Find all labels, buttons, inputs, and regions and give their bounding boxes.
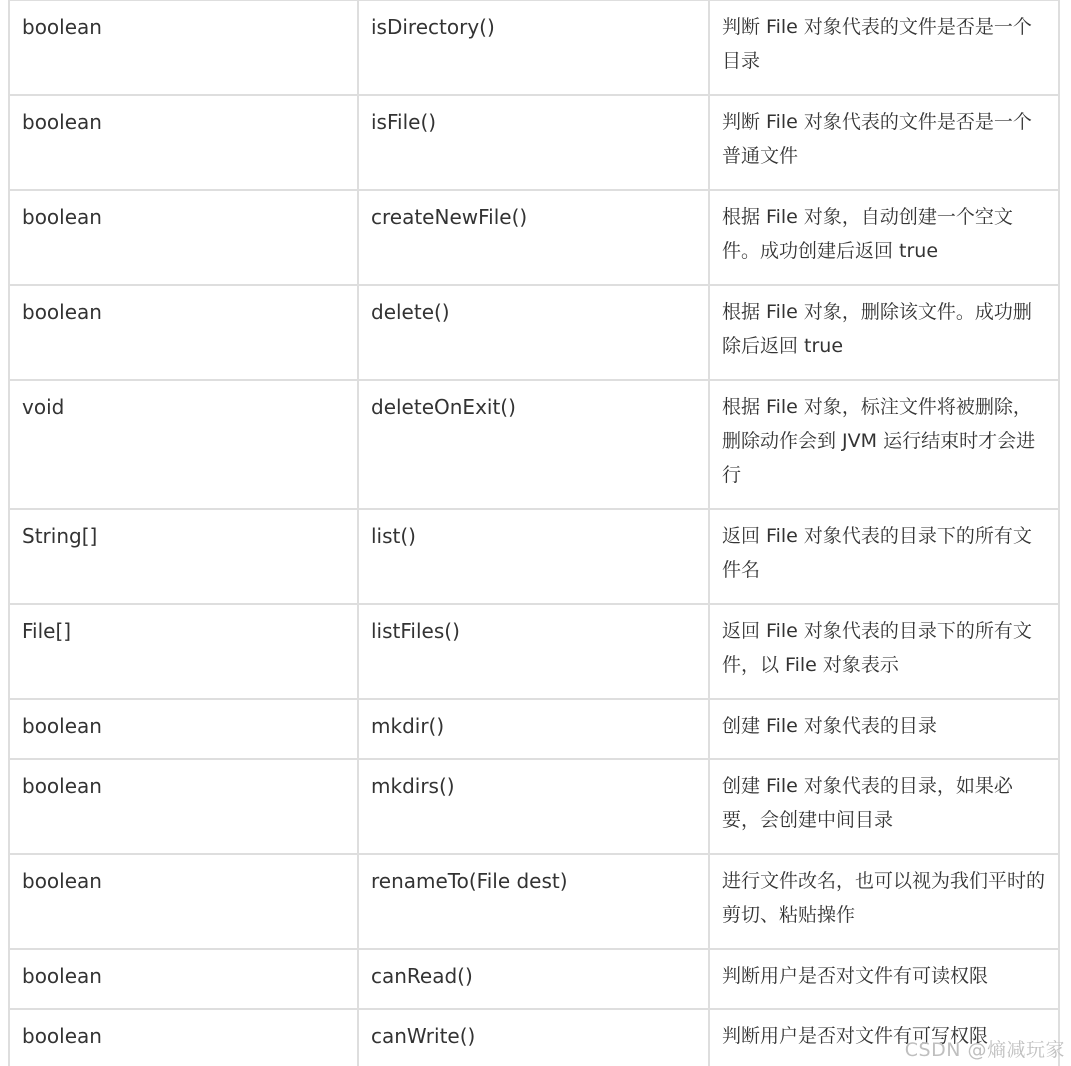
description-cell: 创建 File 对象代表的目录 [709,699,1059,759]
description-cell: 判断 File 对象代表的文件是否是一个普通文件 [709,95,1059,190]
return-type-cell: boolean [9,95,358,190]
description-cell: 返回 File 对象代表的目录下的所有文件，以 File 对象表示 [709,604,1059,699]
return-type-cell: void [9,380,358,509]
table-row [9,699,1059,759]
return-type-cell: boolean [9,285,358,380]
table-row [9,0,1059,95]
table-row [9,95,1059,190]
table-row [9,380,1059,509]
return-type-cell: File[] [9,604,358,699]
table-row [9,949,1059,1009]
return-type-cell: boolean [9,854,358,949]
file-methods-table [8,0,1060,1066]
description-cell: 返回 File 对象代表的目录下的所有文件名 [709,509,1059,604]
description-cell: 判断用户是否对文件有可读权限 [709,949,1059,1009]
method-cell: mkdir() [358,699,709,759]
method-cell: canWrite() [358,1009,709,1066]
method-cell: deleteOnExit() [358,380,709,509]
return-type-cell: boolean [9,190,358,285]
method-cell: listFiles() [358,604,709,699]
method-cell: isFile() [358,95,709,190]
description-cell: 进行文件改名，也可以视为我们平时的剪切、粘贴操作 [709,854,1059,949]
table-row [9,285,1059,380]
table-row [9,190,1059,285]
return-type-cell: boolean [9,0,358,95]
description-cell: 判断 File 对象代表的文件是否是一个目录 [709,0,1059,95]
description-cell: 根据 File 对象，标注文件将被删除，删除动作会到 JVM 运行结束时才会进行 [709,380,1059,509]
method-cell: renameTo(File dest) [358,854,709,949]
method-cell: createNewFile() [358,190,709,285]
return-type-cell: boolean [9,949,358,1009]
description-cell: 根据 File 对象，删除该文件。成功删除后返回 true [709,285,1059,380]
table-row [9,604,1059,699]
csdn-watermark: CSDN @熵减玩家 [904,1039,1065,1061]
method-cell: isDirectory() [358,0,709,95]
return-type-cell: boolean [9,1009,358,1066]
description-cell: 判断用户是否对文件有可写权限 [709,1009,1059,1066]
table-row [9,759,1059,854]
return-type-cell: boolean [9,699,358,759]
return-type-cell: boolean [9,759,358,854]
description-cell: 创建 File 对象代表的目录，如果必要，会创建中间目录 [709,759,1059,854]
table-row [9,1009,1059,1066]
description-cell: 根据 File 对象，自动创建一个空文件。成功创建后返回 true [709,190,1059,285]
method-cell: canRead() [358,949,709,1009]
table-row [9,509,1059,604]
return-type-cell: String[] [9,509,358,604]
table-row [9,854,1059,949]
method-cell: list() [358,509,709,604]
method-cell: mkdirs() [358,759,709,854]
method-cell: delete() [358,285,709,380]
